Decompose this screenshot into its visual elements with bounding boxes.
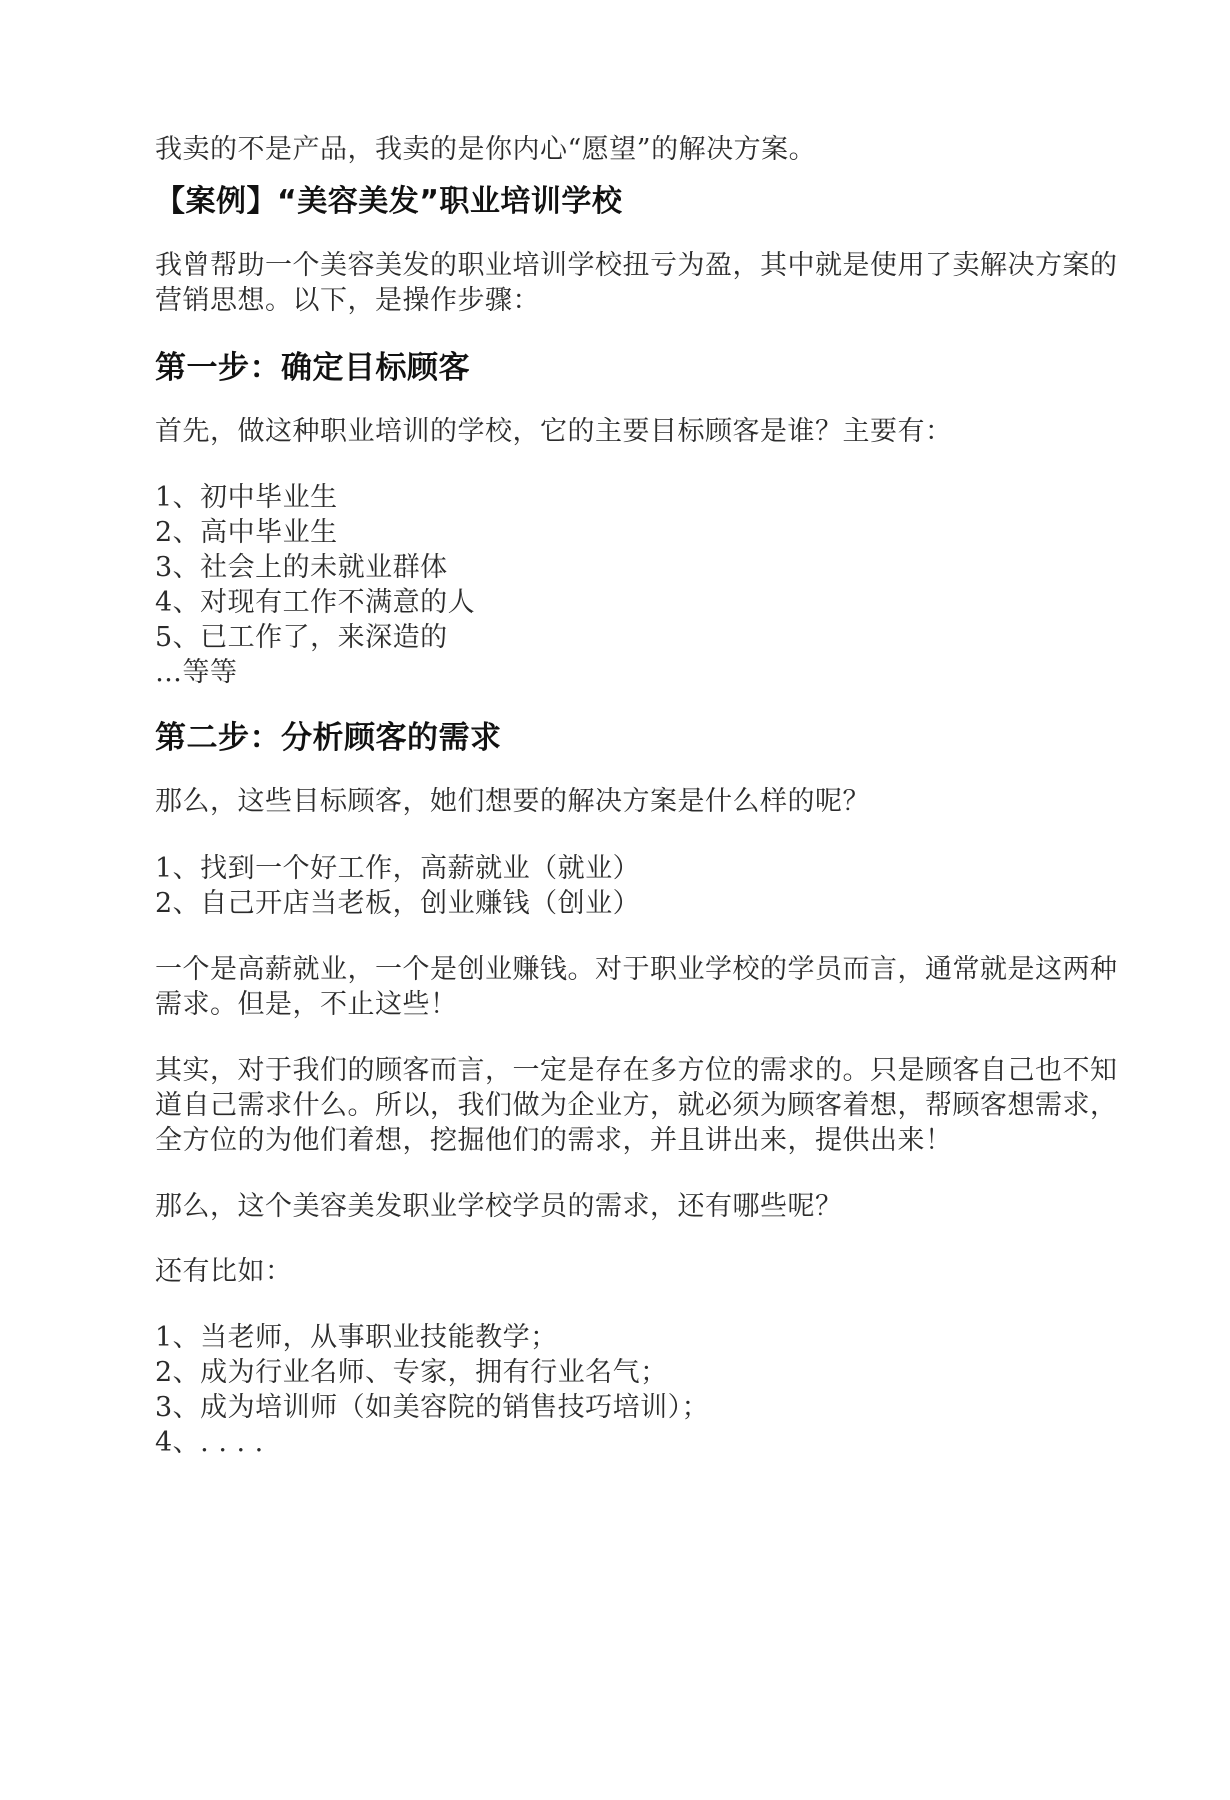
step2-question: 那么，这些目标顾客，她们想要的解决方案是什么样的呢？ xyxy=(155,786,870,817)
step1-heading: 第一步：确定目标顾客 xyxy=(155,350,470,386)
list-item: 2、自己开店当老板，创业赚钱（创业） xyxy=(155,888,641,919)
paragraph-b-line-1: 其实，对于我们的顾客而言，一定是存在多方位的需求的。只是顾客自己也不知 xyxy=(155,1055,1118,1086)
list-item: …等等 xyxy=(155,657,238,688)
list-item: 2、成为行业名师、专家，拥有行业名气； xyxy=(155,1357,668,1388)
paragraph-d: 还有比如： xyxy=(155,1256,293,1287)
step2-heading: 第二步：分析顾客的需求 xyxy=(155,720,502,756)
list-item: 4、对现有工作不满意的人 xyxy=(155,587,476,618)
list-item: 1、初中毕业生 xyxy=(155,482,338,513)
list-item: 3、成为培训师（如美容院的销售技巧培训）； xyxy=(155,1392,710,1423)
case-paragraph-line-1: 我曾帮助一个美容美发的职业培训学校扭亏为盈，其中就是使用了卖解决方案的 xyxy=(155,250,1118,281)
list-item: 3、社会上的未就业群体 xyxy=(155,552,448,583)
list-item: 1、找到一个好工作，高薪就业（就业） xyxy=(155,853,641,884)
intro-text: 我卖的不是产品，我卖的是你内心“愿望”的解决方案。 xyxy=(155,134,817,165)
step1-question: 首先，做这种职业培训的学校，它的主要目标顾客是谁？主要有： xyxy=(155,416,953,447)
case-heading: 【案例】“美容美发”职业培训学校 xyxy=(155,184,623,219)
paragraph-b-line-3: 全方位的为他们着想，挖掘他们的需求，并且讲出来，提供出来！ xyxy=(155,1125,953,1156)
paragraph-a-line-1: 一个是高薪就业，一个是创业赚钱。对于职业学校的学员而言，通常就是这两种 xyxy=(155,954,1118,985)
paragraph-a-line-2: 需求。但是，不止这些！ xyxy=(155,989,458,1020)
paragraph-b-line-2: 道自己需求什么。所以，我们做为企业方，就必须为顾客着想，帮顾客想需求， xyxy=(155,1090,1118,1121)
case-paragraph-line-2: 营销思想。以下，是操作步骤： xyxy=(155,285,540,316)
list-item: 1、当老师，从事职业技能教学； xyxy=(155,1322,558,1353)
list-item: 5、已工作了，来深造的 xyxy=(155,622,448,653)
list-item: 4、. . . . xyxy=(155,1427,264,1458)
paragraph-c: 那么，这个美容美发职业学校学员的需求，还有哪些呢？ xyxy=(155,1191,843,1222)
list-item: 2、高中毕业生 xyxy=(155,517,338,548)
